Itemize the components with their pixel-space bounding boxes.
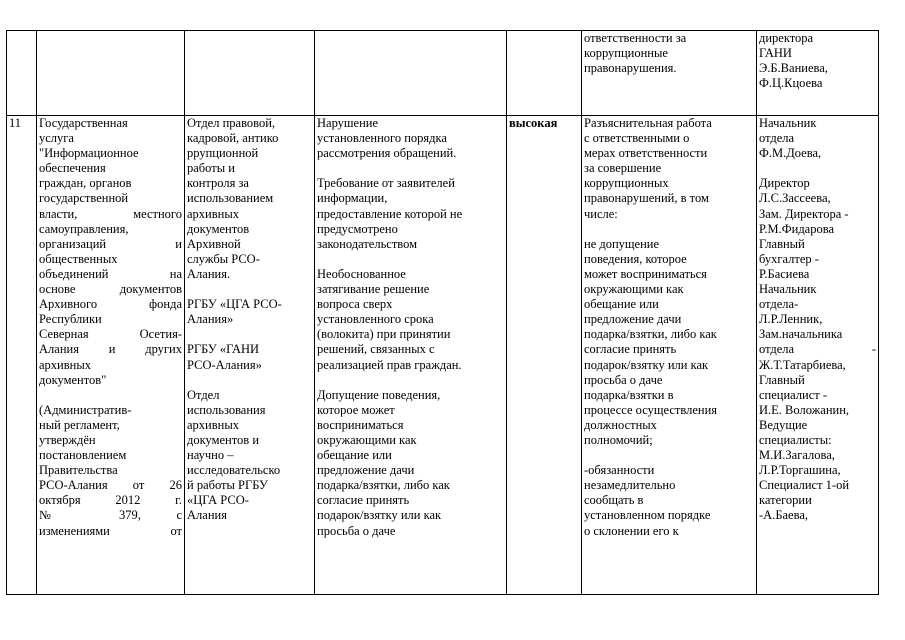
text-line: (волокита) при принятии — [317, 327, 451, 342]
text-line: правонарушений, в том — [584, 191, 709, 206]
text-line: объединений на — [39, 266, 182, 281]
text-line: законодательством — [317, 236, 418, 251]
text-line: октября 2012 г. — [39, 493, 182, 508]
text-line: научно – — [187, 448, 234, 463]
text-line: коррупционных — [584, 176, 669, 191]
text-line: власти, местного — [39, 206, 182, 221]
cell-responsible-units — [185, 31, 315, 116]
text-line: общественных — [39, 251, 118, 266]
text-line: государственной — [39, 191, 129, 206]
cell-risks — [315, 31, 507, 116]
cell-measures — [582, 116, 757, 595]
cell-responsible-units — [185, 116, 315, 595]
text-line: согласие принять — [317, 493, 410, 508]
text-line: поведения, которое — [584, 251, 687, 266]
paragraph-gap — [759, 161, 876, 176]
text-line: основе документов — [39, 282, 182, 297]
text-line: изменениями от — [39, 523, 182, 538]
text-line: ррупционной — [187, 146, 259, 161]
text-line: документов" — [39, 372, 107, 387]
text-line: предложение дачи — [317, 463, 415, 478]
text-line: Зам. Директора - — [759, 206, 849, 221]
text-line: Допущение поведения, — [317, 387, 441, 402]
text-line: утверждён — [39, 432, 96, 447]
text-line: Р.М.Фидарова — [759, 221, 835, 236]
text-line: которое может — [317, 402, 395, 417]
text-line: числе: — [584, 206, 618, 221]
text-line: Начальник — [759, 282, 817, 297]
text-line: отдела — [759, 131, 795, 146]
text-line: Зам.начальника — [759, 327, 843, 342]
text-line: предоставление которой не — [317, 206, 463, 221]
text-line: восприниматься — [317, 417, 404, 432]
text-line: Нарушение — [317, 116, 379, 130]
text-line: затягивание решение — [317, 282, 430, 297]
text-line: Л.Р.Торгашина, — [759, 463, 841, 478]
text-line: за совершение — [584, 161, 662, 176]
text-line: не допущение — [584, 236, 660, 251]
cell-measures — [582, 31, 757, 116]
text-line: окружающими как — [317, 432, 417, 447]
text-line: отдела- — [759, 297, 799, 312]
paragraph-gap — [317, 252, 504, 267]
text-line: Отдел правовой, — [187, 116, 276, 130]
text-line: специалист - — [759, 387, 828, 402]
measures-table — [6, 30, 879, 595]
cell-service — [37, 31, 185, 116]
text-line: бухгалтер - — [759, 251, 819, 266]
text-line: Директор — [759, 176, 810, 191]
text-line: кадровой, антико — [187, 131, 279, 146]
text-line: Государственная — [39, 116, 128, 130]
text-line: документов и — [187, 432, 260, 447]
text-line: категории — [759, 493, 812, 508]
cell-number — [7, 31, 37, 116]
text-line: «ЦГА РСО- — [187, 493, 249, 508]
text-line: Алания» — [187, 312, 234, 327]
text-line: услуга — [39, 131, 74, 146]
text-line: использования — [187, 402, 266, 417]
text-line: о склонении его к — [584, 523, 679, 538]
text-line: исследовательско — [187, 463, 281, 478]
text-line: организаций и — [39, 236, 182, 251]
text-line: Ф.М.Доева, — [759, 146, 822, 161]
text-line: вопроса сверх — [317, 297, 393, 312]
paragraph-gap — [39, 388, 182, 403]
text-line: решений, связанных с — [317, 342, 435, 357]
text-line: документов — [187, 221, 250, 236]
text-line: РСО-Алания от 26 — [39, 478, 182, 493]
cell-number: 11 — [7, 116, 37, 595]
text-line: информации, — [317, 191, 388, 206]
text-line: архивных — [187, 417, 239, 432]
text-line: отдела - — [759, 342, 876, 357]
text-line: службы РСО- — [187, 251, 260, 266]
text-line: предусмотрено — [317, 221, 398, 236]
text-line: незамедлительно — [584, 478, 676, 493]
text-line: архивных — [39, 357, 91, 372]
text-line: (Административ- — [39, 402, 132, 417]
text-line: с ответственными о — [584, 131, 690, 146]
text-line: Начальник — [759, 116, 817, 130]
text-line: Алания — [187, 508, 227, 523]
text-line: -обязанности — [584, 463, 655, 478]
text-line: Специалист 1-ой — [759, 478, 850, 493]
text-line: РГБУ «ЦГА РСО- — [187, 297, 282, 312]
text-line: просьба о даче — [584, 372, 663, 387]
paragraph-gap — [187, 282, 312, 297]
text-line: самоуправления, — [39, 221, 129, 236]
text-line: Требование от заявителей — [317, 176, 455, 191]
text-line: Ф.Ц.Кцоева — [759, 76, 823, 91]
text-line: Главный — [759, 236, 805, 251]
text-line: окружающими как — [584, 282, 684, 297]
text-line: Республики — [39, 312, 102, 327]
table-row — [7, 31, 879, 116]
text-line: ГАНИ — [759, 46, 792, 61]
text-line: контроля за — [187, 176, 249, 191]
text-line: должностных — [584, 417, 657, 432]
text-line: директора — [759, 31, 814, 45]
text-line: ответственности за — [584, 31, 687, 45]
text-line: подарка/взятки в — [584, 387, 674, 402]
cell-executors — [757, 31, 879, 116]
text-line: Архивной — [187, 236, 241, 251]
paragraph-gap — [317, 373, 504, 388]
text-line: установленного срока — [317, 312, 434, 327]
text-line: Отдел — [187, 387, 220, 402]
text-line: РГБУ «ГАНИ — [187, 342, 260, 357]
paragraph-gap — [584, 222, 754, 237]
table-row — [7, 116, 879, 595]
text-line: рассмотрения обращений. — [317, 146, 457, 161]
text-line: процессе осуществления — [584, 402, 718, 417]
text-line: -А.Баева, — [759, 508, 808, 523]
text-line: Алания. — [187, 266, 231, 281]
text-line: "Информационное — [39, 146, 139, 161]
cell-risk-level: высокая — [507, 116, 582, 595]
text-line: установленного порядка — [317, 131, 447, 146]
paragraph-gap — [187, 373, 312, 388]
text-line: коррупционные — [584, 46, 668, 61]
text-line: реализацией прав граждан. — [317, 357, 462, 372]
text-line: Главный — [759, 372, 805, 387]
text-line: предложение дачи — [584, 312, 682, 327]
text-line: Л.Р.Ленник, — [759, 312, 823, 327]
text-line: Р.Басиева — [759, 266, 810, 281]
text-line: Северная Осетия- — [39, 327, 182, 342]
text-line: Правительства — [39, 463, 118, 478]
text-line: № 379, с — [39, 508, 182, 523]
text-line: Алания и других — [39, 342, 182, 357]
text-line: ный регламент, — [39, 417, 120, 432]
text-line: Л.С.Зассеева, — [759, 191, 831, 206]
text-line: обещание или — [317, 448, 392, 463]
text-line: специалисты: — [759, 432, 832, 447]
cell-risks — [315, 116, 507, 595]
text-line: подарок/взятку или как — [584, 357, 709, 372]
text-line: обещание или — [584, 297, 659, 312]
paragraph-gap — [317, 161, 504, 176]
text-line: граждан, органов — [39, 176, 132, 191]
text-line: архивных — [187, 206, 239, 221]
text-line: постановлением — [39, 448, 127, 463]
text-line: мерах ответственности — [584, 146, 708, 161]
text-line: обеспечения — [39, 161, 106, 176]
text-line: Разъяснительная работа — [584, 116, 712, 130]
text-line: сообщать в — [584, 493, 644, 508]
text-line: может восприниматься — [584, 266, 707, 281]
text-line: й работы РГБУ — [187, 478, 268, 493]
text-line: И.Е. Воложанин, — [759, 402, 850, 417]
text-line: установленном порядке — [584, 508, 711, 523]
text-line: подарка/взятки, либо как — [584, 327, 717, 342]
text-line: подарка/взятки, либо как — [317, 478, 450, 493]
text-line: Ведущие — [759, 417, 808, 432]
text-line: Необоснованное — [317, 266, 406, 281]
text-line: согласие принять — [584, 342, 677, 357]
text-line: просьба о даче — [317, 523, 396, 538]
text-line: Ж.Т.Татарбиева, — [759, 357, 846, 372]
paragraph-gap — [584, 448, 754, 463]
text-line: работы и — [187, 161, 235, 176]
cell-risk-level — [507, 31, 582, 116]
cell-service — [37, 116, 185, 595]
text-line: Архивного фонда — [39, 297, 182, 312]
text-line: М.И.Загалова, — [759, 448, 835, 463]
paragraph-gap — [187, 327, 312, 342]
text-line: РСО-Алания» — [187, 357, 262, 372]
text-line: подарок/взятку или как — [317, 508, 442, 523]
text-line: использованием — [187, 191, 274, 206]
text-line: полномочий; — [584, 432, 653, 447]
cell-executors — [757, 116, 879, 595]
text-line: Э.Б.Ваниева, — [759, 61, 828, 76]
text-line: правонарушения. — [584, 61, 677, 76]
